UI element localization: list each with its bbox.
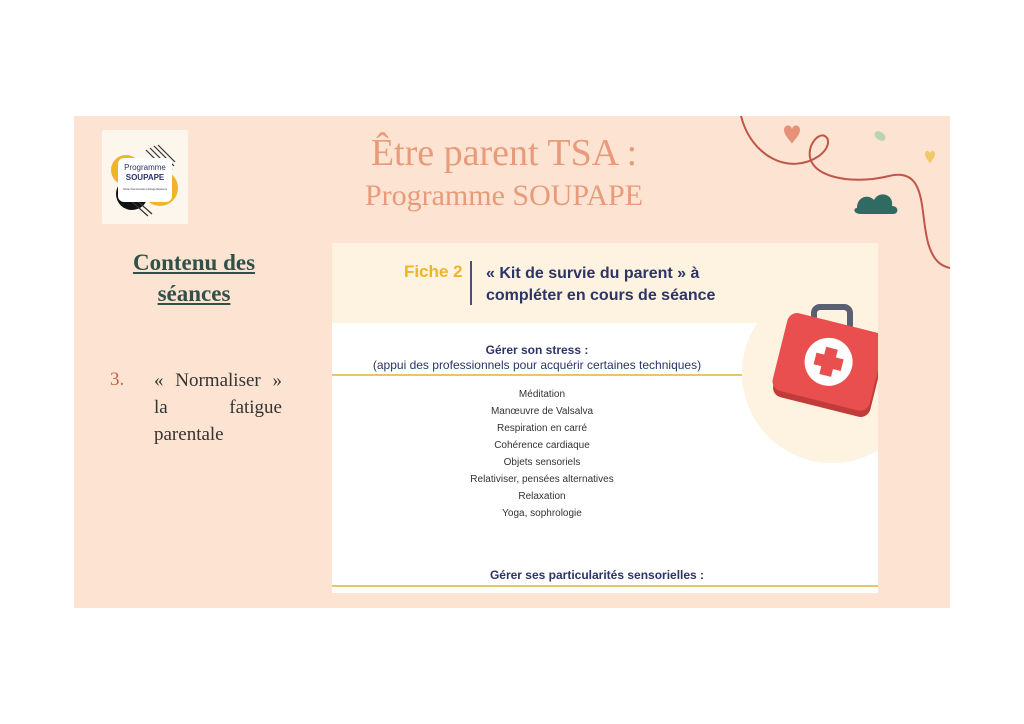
- card-title-line1: « Kit de survie du parent » à: [486, 265, 700, 282]
- card-divider: [470, 261, 472, 305]
- logo-graphic: [102, 130, 188, 224]
- stress-section-title: [372, 343, 702, 373]
- list-item: Manœuvre de Valsalva: [490, 406, 594, 417]
- first-aid-kit-icon: [772, 303, 878, 423]
- list-item: Méditation: [518, 389, 566, 400]
- logo-line1: Programme: [124, 163, 166, 172]
- list-item: Relativiser, pensées alternatives: [470, 474, 614, 485]
- techniques-list: [462, 388, 622, 524]
- list-item: Relaxation: [518, 491, 566, 502]
- small-heart-icon: [925, 151, 935, 164]
- list-item: Respiration en carré: [496, 423, 588, 434]
- stress-divider: [332, 374, 742, 376]
- list-item: Cohérence cardiaque: [494, 440, 590, 451]
- card-label: Fiche 2: [404, 262, 463, 281]
- item-number: 3.: [110, 369, 125, 390]
- stress-subtitle: (appui des professionnels pour acquérir certaines techniques): [372, 358, 702, 372]
- logo-line2: SOUPAPE: [125, 173, 165, 182]
- sensory-section-title: Gérer ses particularités sensorielles :: [489, 568, 705, 582]
- cloud-icon: [854, 194, 897, 214]
- slide: [74, 116, 950, 608]
- programme-soupape-logo: [102, 130, 188, 224]
- leaf-icon: [873, 129, 887, 142]
- slide-title: Être parent TSA :: [370, 132, 638, 174]
- stress-title: Gérer son stress :: [485, 343, 589, 357]
- sensory-divider: [332, 585, 878, 587]
- section-heading: Contenu des séances: [132, 250, 256, 306]
- slide-subtitle: Programme SOUPAPE: [364, 179, 644, 212]
- logo-tagline: SOUtien Parents Autistes et Partage d'Expérience: [123, 187, 168, 191]
- heart-icon: [784, 126, 800, 145]
- fiche-card: [332, 243, 878, 593]
- list-item: Yoga, sophrologie: [502, 508, 582, 519]
- item-text: « Normaliser » la fatigue parentale: [154, 370, 282, 445]
- card-title: [486, 263, 766, 307]
- card-title-line2: compléter en cours de séance: [486, 287, 716, 304]
- list-item: Objets sensoriels: [503, 457, 581, 468]
